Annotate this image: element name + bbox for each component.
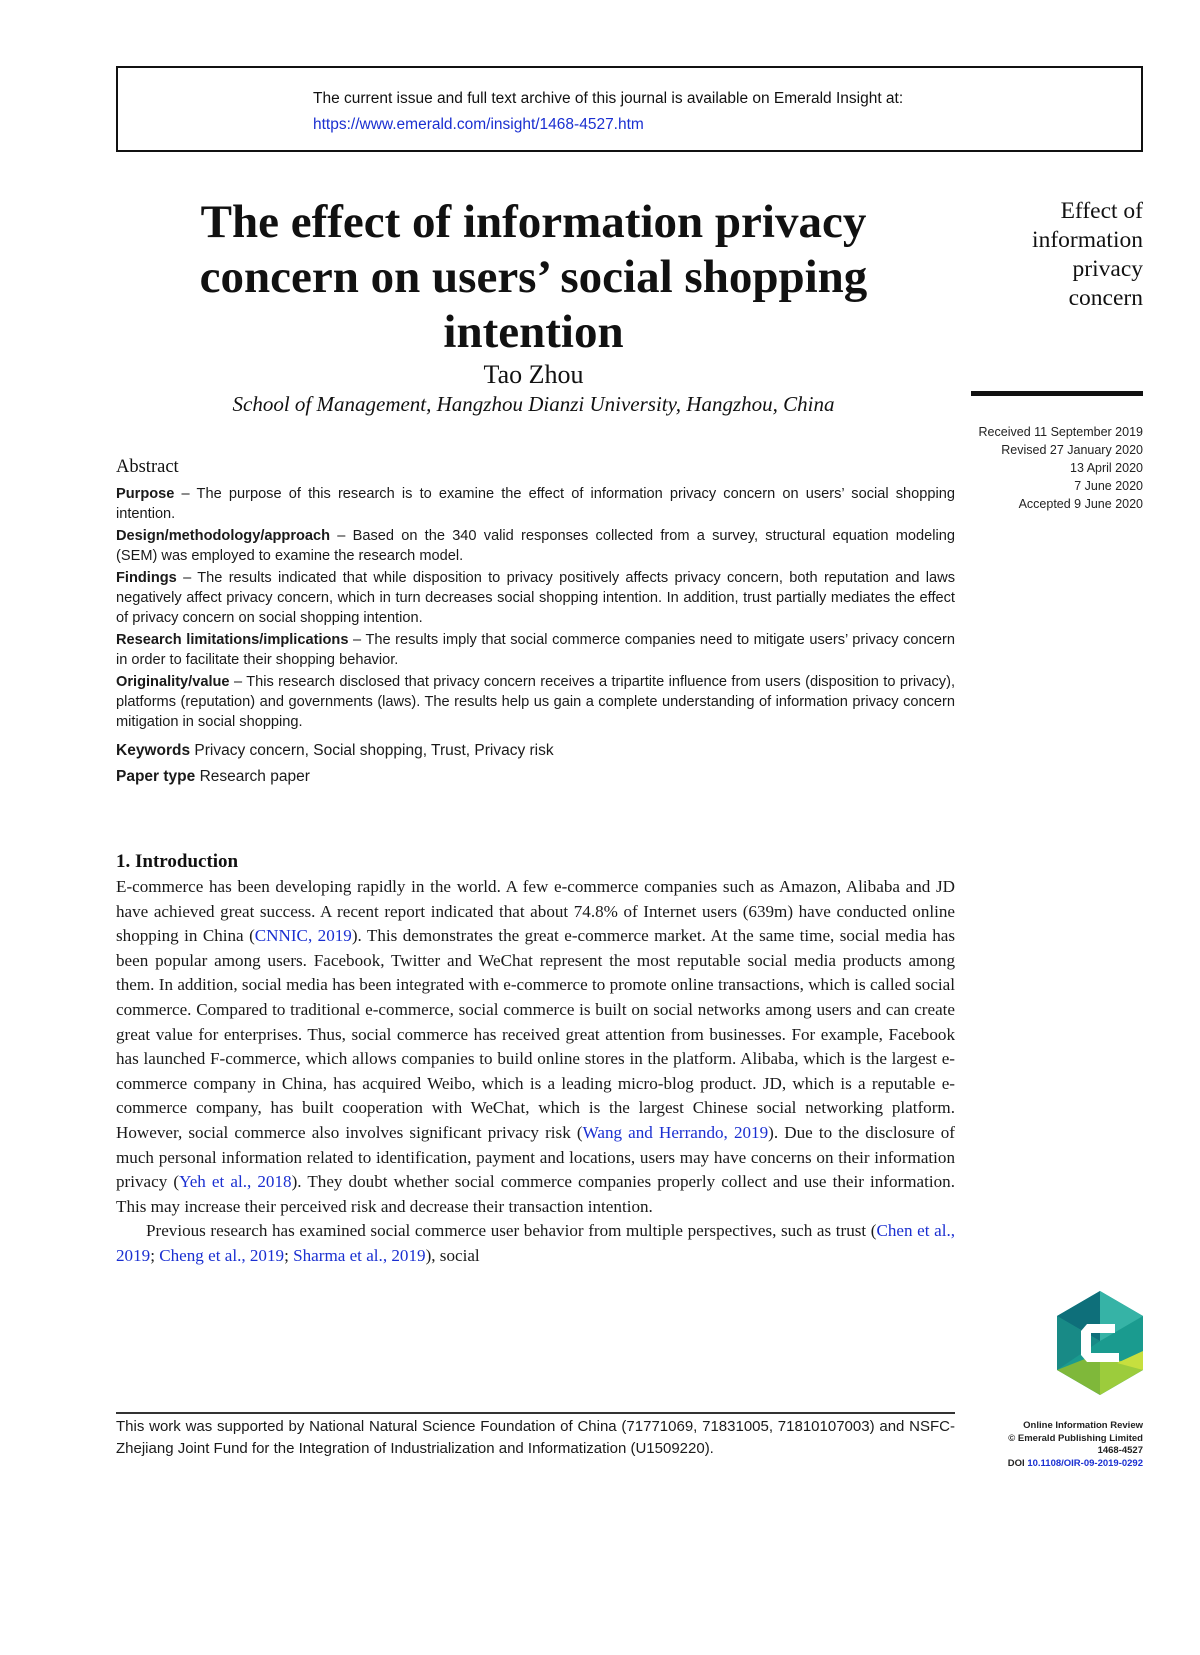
abstract-text: – The results indicated that while disposition to privacy positively affects privacy concern, both reputation and laws negatively affect privacy concern, which in turn decreases social shopping intention. In addition, trust partially mediates the effect of privacy concern on social shopping intention. [116,569,955,627]
author-affiliation: School of Management, Hangzhou Dianzi University, Hangzhou, China [232,392,835,416]
intro-paragraph-1 [116,875,955,1219]
citation-link[interactable]: Chen et al., 2019 [116,1221,955,1265]
footnote-rule [116,1412,955,1414]
citation-link[interactable]: CNNIC, 2019 [254,926,352,946]
journal-name: Online Information Review [1023,1420,1143,1431]
citation-link[interactable]: Yeh et al., 2018 [179,1172,292,1192]
abstract-text: – This research disclosed that privacy concern receives a tripartite influence from users (disposition to privacy), platforms (reputation) and governments (laws). The results help us gain a complete understanding of information privacy concern mitigation in social shopping. [116,673,955,731]
abstract-label: Findings [116,569,177,586]
body-text-run: ; [284,1245,294,1265]
abstract-label: Purpose [116,486,175,502]
citation-link[interactable]: Sharma et al., 2019 [293,1245,426,1265]
issn: 1468-4527 [1097,1445,1143,1456]
banner-text [313,86,903,138]
body-text-run: Previous research has examined social commerce user behavior from multiple perspectives, such as trust ( [146,1221,877,1241]
funding-footnote: This work was supported by National Natural Science Foundation of China (71771069, 71831005, 71810107003) and NSFC-Zhejiang Joint Fund for the Integration of Industrialization and Informatization (U1509220). [116,1418,955,1457]
keywords-value: Privacy concern, Social shopping, Trust, Privacy risk [190,742,554,759]
date-revised-2: 13 April 2020 [1070,461,1143,475]
body-text-run: ). This demonstrates the great e-commerce market. At the same time, social media has been popular among users. Facebook, Twitter and WeChat represent the most reputable social media products among them. In addition, social media has been integrated with e-commerce to promote online transactions, which is called social commerce. Compared to traditional e-commerce, social commerce is built on social networks among users and can create great value for enterprises. Thus, social commerce has received great attention from businesses. For example, Facebook has launched F-commerce, which allows companies to build online stores in the platform. Alibaba, which is the largest e-commerce company in China, has acquired Weibo, which is a leading micro-blog product. JD, which is a reputable e-commerce company, has built cooperation with WeChat, which is the largest Chinese social networking platform. However, social commerce also involves significant privacy risk ( [116,926,956,1142]
body-text-run: E-commerce has been developing rapidly in the world. A few e-commerce companies such as Amazon, Alibaba and JD have achieved great success. A recent report indicated that about 74.8% of Internet users (639m) have conducted online shopping in China ( [116,877,955,946]
running-head-line: privacy [1072,256,1143,282]
banner-line: The current issue and full text archive of this journal is available on Emerald Insight at: [313,90,904,107]
submission-dates [979,423,1143,513]
body-text-run: ; [150,1245,160,1265]
body-text-run: ). They doubt whether social commerce companies properly collect and use their information. This may increase their perceived risk and decrease their transaction intention. [116,1172,955,1216]
abstract-text: – The purpose of this research is to examine the effect of information privacy concern on users’ social shopping intention. [116,486,955,523]
running-head-line: Effect of [1060,198,1143,224]
date-accepted: Accepted 9 June 2020 [1018,497,1143,511]
abstract-label: Originality/value [116,673,230,690]
abstract-purpose [116,484,955,525]
abstract-heading: Abstract [116,457,179,477]
date-received: Received 11 September 2019 [978,425,1143,439]
paper-type-label: Paper type [116,768,196,785]
abstract-label: Research limitations/implications [116,631,349,648]
abstract-findings [116,568,955,629]
abstract-limitations [116,630,955,671]
doi [1008,1458,1143,1471]
paper-type [116,768,310,786]
paper-title: The effect of information privacy concern on users’ social shopping intention [199,196,868,358]
intro-paragraph-2 [116,1219,955,1268]
body-text-run: ). Due to the disclosure of much personal information related to identification, payment and locations, users may have concerns on their information privacy ( [116,1122,955,1192]
archive-banner [116,66,1143,152]
keywords [116,742,554,760]
abstract-design [116,526,955,567]
running-head-line: concern [1068,285,1143,311]
abstract-text: – The results imply that social commerce companies need to mitigate users’ privacy concern in order to facilitate their shopping behavior. [116,631,955,669]
introduction-body [116,875,955,1269]
abstract-label: Design/methodology/approach [116,527,331,544]
journal-metadata [1008,1420,1143,1470]
journal-url-link[interactable]: https://www.emerald.com/insight/1468-4527.htm [313,116,644,133]
citation-link[interactable]: Wang and Herrando, 2019 [582,1122,769,1142]
running-head-line: information [1032,227,1143,253]
date-revised: Revised 27 January 2020 [1001,443,1143,457]
date-revised-3: 7 June 2020 [1074,479,1143,493]
citation-link[interactable]: Cheng et al., 2019 [159,1245,285,1265]
emerald-logo-icon [1057,1291,1143,1395]
author-name: Tao Zhou [483,360,584,389]
side-rule [971,391,1143,396]
abstract-body [116,484,955,734]
abstract-text: – Based on the 340 valid responses collected from a survey, structural equation modeling (SEM) was employed to examine the research model. [116,527,955,565]
keywords-label: Keywords [116,742,191,759]
body-text-run: ), social [425,1245,480,1265]
doi-label: DOI [1007,1457,1028,1469]
section-heading-introduction: 1. Introduction [116,851,239,872]
paper-type-value: Research paper [195,768,310,785]
abstract-originality [116,672,955,733]
doi-link[interactable]: 10.1108/OIR-09-2019-0292 [1027,1457,1143,1469]
publisher: © Emerald Publishing Limited [1008,1432,1143,1444]
running-head [1032,197,1143,313]
